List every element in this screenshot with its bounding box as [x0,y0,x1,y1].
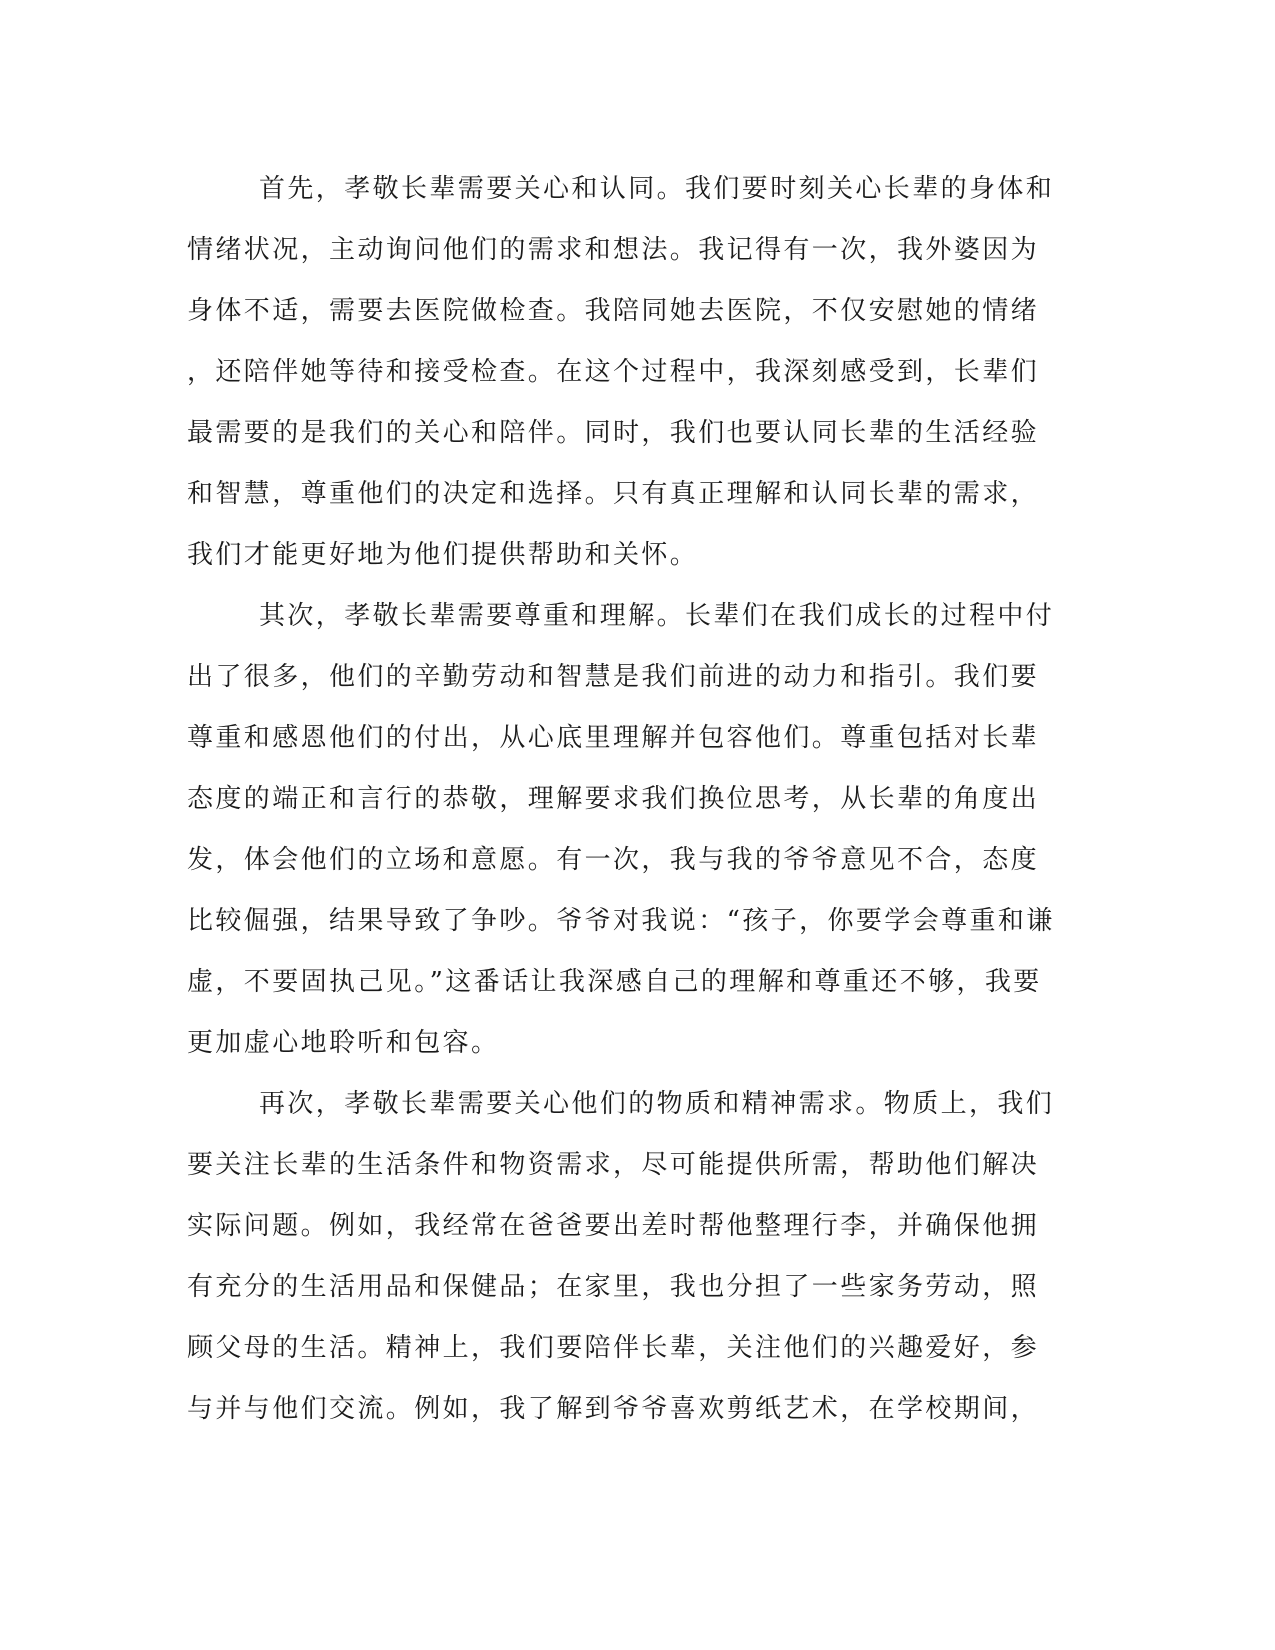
paragraph-line: 顾父母的生活。精神上，我们要陪伴长辈，关注他们的兴趣爱好，参 [187,1333,1040,1363]
paragraph-line: 再次，孝敬长辈需要关心他们的物质和精神需求。物质上，我们 [259,1089,1055,1119]
paragraph-line: 有充分的生活用品和保健品；在家里，我也分担了一些家务劳动，照 [187,1272,1040,1302]
paragraph-line: 最需要的是我们的关心和陪伴。同时，我们也要认同长辈的生活经验 [187,418,1040,448]
paragraph-line: 尊重和感恩他们的付出，从心底里理解并包容他们。尊重包括对长辈 [187,723,1040,753]
paragraph-1 [187,159,1067,586]
paragraph-line: 虚，不要固执己见。”这番话让我深感自己的理解和尊重还不够，我要 [187,967,1042,997]
paragraph-line: 情绪状况，主动询问他们的需求和想法。我记得有一次，我外婆因为 [187,235,1040,265]
paragraph-line: 更加虚心地聆听和包容。 [187,1028,500,1058]
paragraph-line: 发，体会他们的立场和意愿。有一次，我与我的爷爷意见不合，态度 [187,845,1040,875]
paragraph-line: 和智慧，尊重他们的决定和选择。只有真正理解和认同长辈的需求， [187,479,1040,509]
paragraph-2 [187,586,1067,1074]
paragraph-line: 态度的端正和言行的恭敬，理解要求我们换位思考，从长辈的角度出 [187,784,1040,814]
paragraph-line: ，还陪伴她等待和接受检查。在这个过程中，我深刻感受到，长辈们 [187,357,1040,387]
paragraph-line: 要关注长辈的生活条件和物资需求，尽可能提供所需，帮助他们解决 [187,1150,1040,1180]
paragraph-line: 比较倔强，结果导致了争吵。爷爷对我说：“孩子，你要学会尊重和谦 [187,906,1055,936]
paragraph-line: 与并与他们交流。例如，我了解到爷爷喜欢剪纸艺术，在学校期间， [187,1394,1040,1424]
paragraph-line: 身体不适，需要去医院做检查。我陪同她去医院，不仅安慰她的情绪 [187,296,1040,326]
paragraph-line: 实际问题。例如，我经常在爸爸要出差时帮他整理行李，并确保他拥 [187,1211,1040,1241]
paragraph-line: 我们才能更好地为他们提供帮助和关怀。 [187,540,699,570]
paragraph-line: 首先，孝敬长辈需要关心和认同。我们要时刻关心长辈的身体和 [259,174,1055,204]
paragraph-3 [187,1074,1067,1440]
paragraph-line: 其次，孝敬长辈需要尊重和理解。长辈们在我们成长的过程中付 [259,601,1055,631]
document-body [187,159,1067,1440]
paragraph-line: 出了很多，他们的辛勤劳动和智慧是我们前进的动力和指引。我们要 [187,662,1040,692]
